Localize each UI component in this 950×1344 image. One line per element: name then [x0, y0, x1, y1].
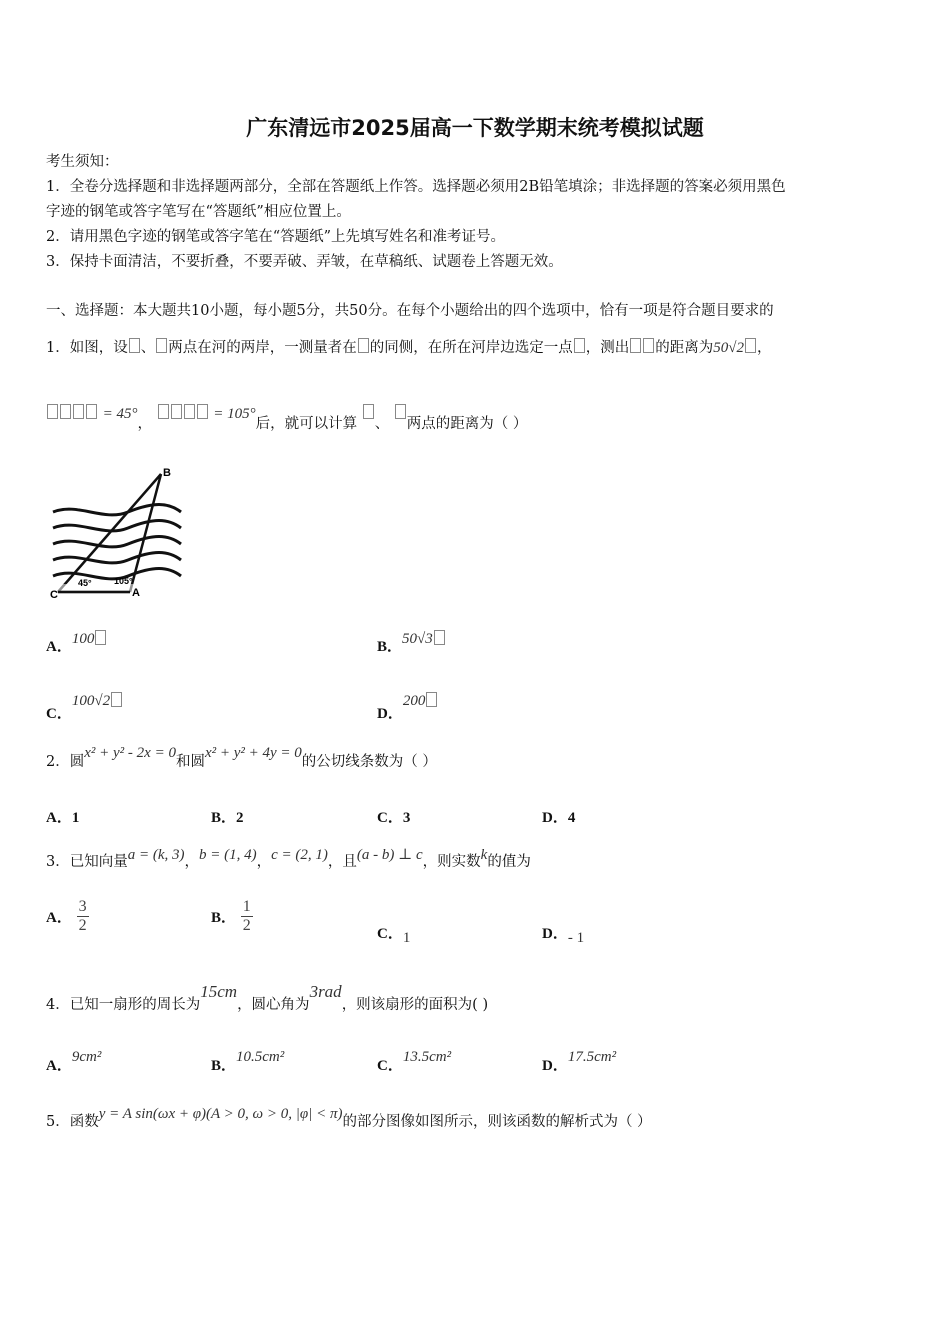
notice-item-1-cont: 字迹的钢笔或答字笔写在“答题纸”相应位置上。 — [46, 204, 351, 220]
q1-distance: 50√2 — [713, 340, 744, 356]
q4-option-d[interactable]: D．17.5cm² — [542, 1049, 617, 1074]
missing-glyph — [358, 338, 369, 353]
notice-item-2: 2．请用黑色字迹的钢笔或答字笔在“答题纸”上先填写姓名和准考证号。 — [46, 229, 506, 245]
missing-glyph — [197, 404, 208, 419]
missing-glyph — [111, 692, 122, 707]
river-wave — [53, 537, 181, 547]
vector-c: c = (2, 1) — [271, 847, 328, 863]
q1-option-a[interactable]: A．100 — [46, 630, 107, 656]
missing-glyph — [86, 404, 97, 419]
q1-option-d[interactable]: D．200 — [377, 692, 438, 723]
section-heading: 一、选择题：本大题共10小题，每小题5分，共50分。在每个小题给出的四个选项中，恰有一项是符合题目要求的 — [46, 303, 774, 319]
q5-function: y = A sin(ωx + φ)(A > 0, ω > 0, |φ| < π) — [98, 1106, 343, 1122]
missing-glyph — [184, 404, 195, 419]
missing-glyph — [574, 338, 585, 353]
q3-option-d[interactable]: D．- 1 — [542, 926, 585, 946]
river-triangle-figure — [48, 466, 188, 602]
missing-glyph — [171, 404, 182, 419]
q2-option-b[interactable]: B．2 — [211, 810, 244, 826]
q1-option-b[interactable]: B．50√3 — [377, 630, 446, 656]
page-title: 广东清远市2025届高一下数学期末统考模拟试题 — [246, 116, 704, 140]
vector-a: a = (k, 3) — [127, 847, 185, 863]
question-1-stem-cont: = 45°， = 105°后，就可以计算 、 两点的距离为（ ） — [46, 404, 527, 424]
q1-angle-2: = 105° — [213, 406, 256, 422]
river-wave — [53, 505, 181, 515]
notice-heading: 考生须知： — [46, 154, 119, 170]
q2-circle-2: x² + y² + 4y = 0 — [204, 745, 302, 761]
q4-option-c[interactable]: C．13.5cm² — [377, 1049, 452, 1074]
missing-glyph — [395, 404, 406, 419]
notice-item-1: 1．全卷分选择题和非选择题两部分，全部在答题纸上作答。选择题必须用2B铅笔填涂；非选择题的答案必须用黑色 — [46, 179, 786, 195]
q1-option-c[interactable]: C．100√2 — [46, 692, 123, 723]
missing-glyph — [95, 630, 106, 645]
question-5-stem: 5．函数y = A sin(ωx + φ)(A > 0, ω > 0, |φ| < π)的部分图像如图所示，则该函数的解析式为（ ） — [46, 1106, 652, 1130]
question-4-stem: 4．已知一扇形的周长为15cm，圆心角为3rad，则该扇形的面积为( ) — [46, 982, 489, 1013]
sector-angle: 3rad — [309, 982, 342, 1001]
q2-option-d[interactable]: D．4 — [542, 810, 576, 826]
question-3-stem: 3．已知向量a = (k, 3)，b = (1, 4)，c = (2, 1)，且(a - b) ⊥ c，则实数k的值为 — [46, 847, 531, 870]
missing-glyph — [158, 404, 169, 419]
missing-glyph — [434, 630, 445, 645]
missing-glyph — [156, 338, 167, 353]
question-2-stem: 2．圆x² + y² - 2x = 0和圆x² + y² + 4y = 0的公切线条数为（ ） — [46, 745, 437, 770]
label-a: A — [132, 587, 140, 599]
missing-glyph — [60, 404, 71, 419]
missing-glyph — [426, 692, 437, 707]
missing-glyph — [73, 404, 84, 419]
missing-glyph — [745, 338, 756, 353]
condition: (a - b) ⊥ c — [356, 847, 423, 863]
sector-perimeter: 15cm — [200, 982, 238, 1001]
q2-circle-1: x² + y² - 2x = 0 — [84, 745, 176, 761]
q3-option-a[interactable]: A． $\frac{3}{2}$ — [46, 898, 87, 934]
q3-option-c[interactable]: C．1 — [377, 926, 411, 946]
label-angle-105: 105° — [114, 576, 133, 586]
missing-glyph — [630, 338, 641, 353]
missing-glyph — [363, 404, 374, 419]
question-1-stem: 1．如图，设 、 两点在河的两岸，一测量者在 的同侧，在所在河岸边选定一点 ，测出 的距离为50√2 ， — [46, 340, 772, 356]
q1-angle-1: = 45° — [102, 406, 138, 422]
label-c: C — [50, 589, 58, 601]
vector-b: b = (1, 4) — [199, 847, 257, 863]
q4-option-b[interactable]: B．10.5cm² — [211, 1049, 285, 1074]
label-b: B — [163, 467, 171, 479]
q4-option-a[interactable]: A．9cm² — [46, 1049, 102, 1074]
notice-item-3: 3．保持卡面清洁，不要折叠，不要弄破、弄皱，在草稿纸、试题卷上答题无效。 — [46, 254, 563, 270]
q2-option-c[interactable]: C．3 — [377, 810, 411, 826]
river-wave — [53, 553, 181, 563]
q3-option-b[interactable]: B． $\frac{1}{2}$ — [211, 898, 251, 934]
missing-glyph — [129, 338, 140, 353]
q1-number: 1． — [46, 340, 70, 356]
missing-glyph — [643, 338, 654, 353]
missing-glyph — [47, 404, 58, 419]
q2-option-a[interactable]: A．1 — [46, 810, 80, 826]
label-angle-45: 45° — [78, 578, 92, 588]
